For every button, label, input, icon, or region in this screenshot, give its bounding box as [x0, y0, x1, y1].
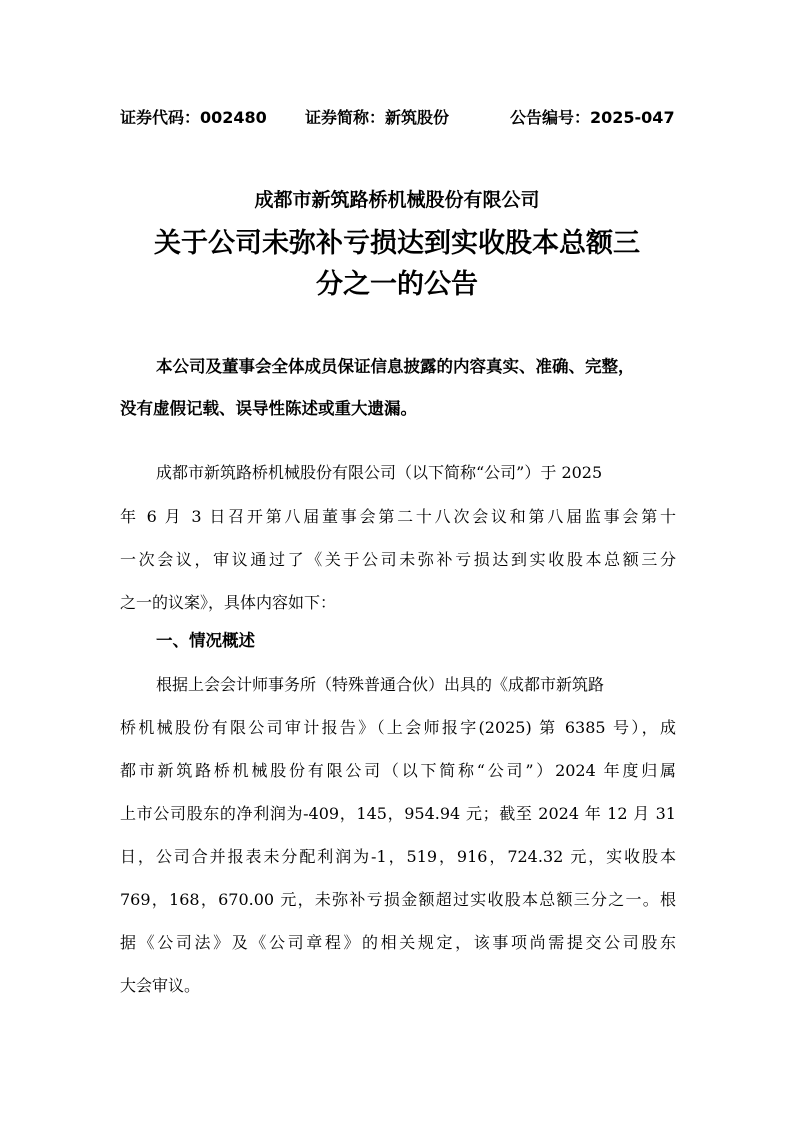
para2-line-4: 上市公司股东的净利润为-409，145，954.94 元；截至 2024 年 12 月 31	[120, 804, 676, 823]
para2-line-1: 根据上会会计师事务所（特殊普通合伙）出具的《成都市新筑路	[156, 675, 605, 694]
para1-line-1: 成都市新筑路桥机械股份有限公司（以下简称“公司”）于 2025	[156, 463, 603, 482]
para2-line-3: 都市新筑路桥机械股份有限公司（以下简称“公司”）2024 年度归属	[120, 761, 676, 780]
announcement-header	[120, 105, 680, 131]
security-abbreviation: 证券简称：新筑股份	[305, 108, 450, 127]
announcement-number: 公告编号：2025-047	[510, 108, 675, 127]
announcement-title-line-2: 分之一的公告	[316, 269, 478, 300]
announcement-title-line-1: 关于公司未弥补亏损达到实收股本总额三	[154, 228, 640, 259]
para1-line-4: 之一的议案》，具体内容如下：	[120, 593, 337, 612]
para1-line-3: 一次会议，审议通过了《关于公司未弥补亏损达到实收股本总额三分	[120, 550, 676, 569]
security-code: 证券代码：002480	[120, 108, 267, 127]
para1-line-2: 年 6 月 3 日召开第八届董事会第二十八次会议和第八届监事会第十	[120, 507, 676, 526]
declaration-line-2: 没有虚假记载、误导性陈述或重大遗漏。	[120, 399, 417, 418]
declaration-line-1: 本公司及董事会全体成员保证信息披露的内容真实、准确、完整，	[156, 357, 635, 376]
para2-line-7: 据《公司法》及《公司章程》的相关规定，该事项尚需提交公司股东	[120, 933, 676, 952]
para2-line-6: 769，168，670.00 元，未弥补亏损金额超过实收股本总额三分之一。根	[120, 890, 676, 909]
para2-line-2: 桥机械股份有限公司审计报告》（上会师报字(2025) 第 6385 号），成	[120, 718, 676, 737]
section-heading-overview: 一、情况概述	[156, 631, 255, 650]
para2-line-8: 大会审议。	[120, 976, 201, 995]
company-name: 成都市新筑路桥机械股份有限公司	[254, 189, 540, 211]
para2-line-5: 日，公司合并报表未分配利润为-1，519，916，724.32 元，实收股本	[120, 847, 676, 866]
